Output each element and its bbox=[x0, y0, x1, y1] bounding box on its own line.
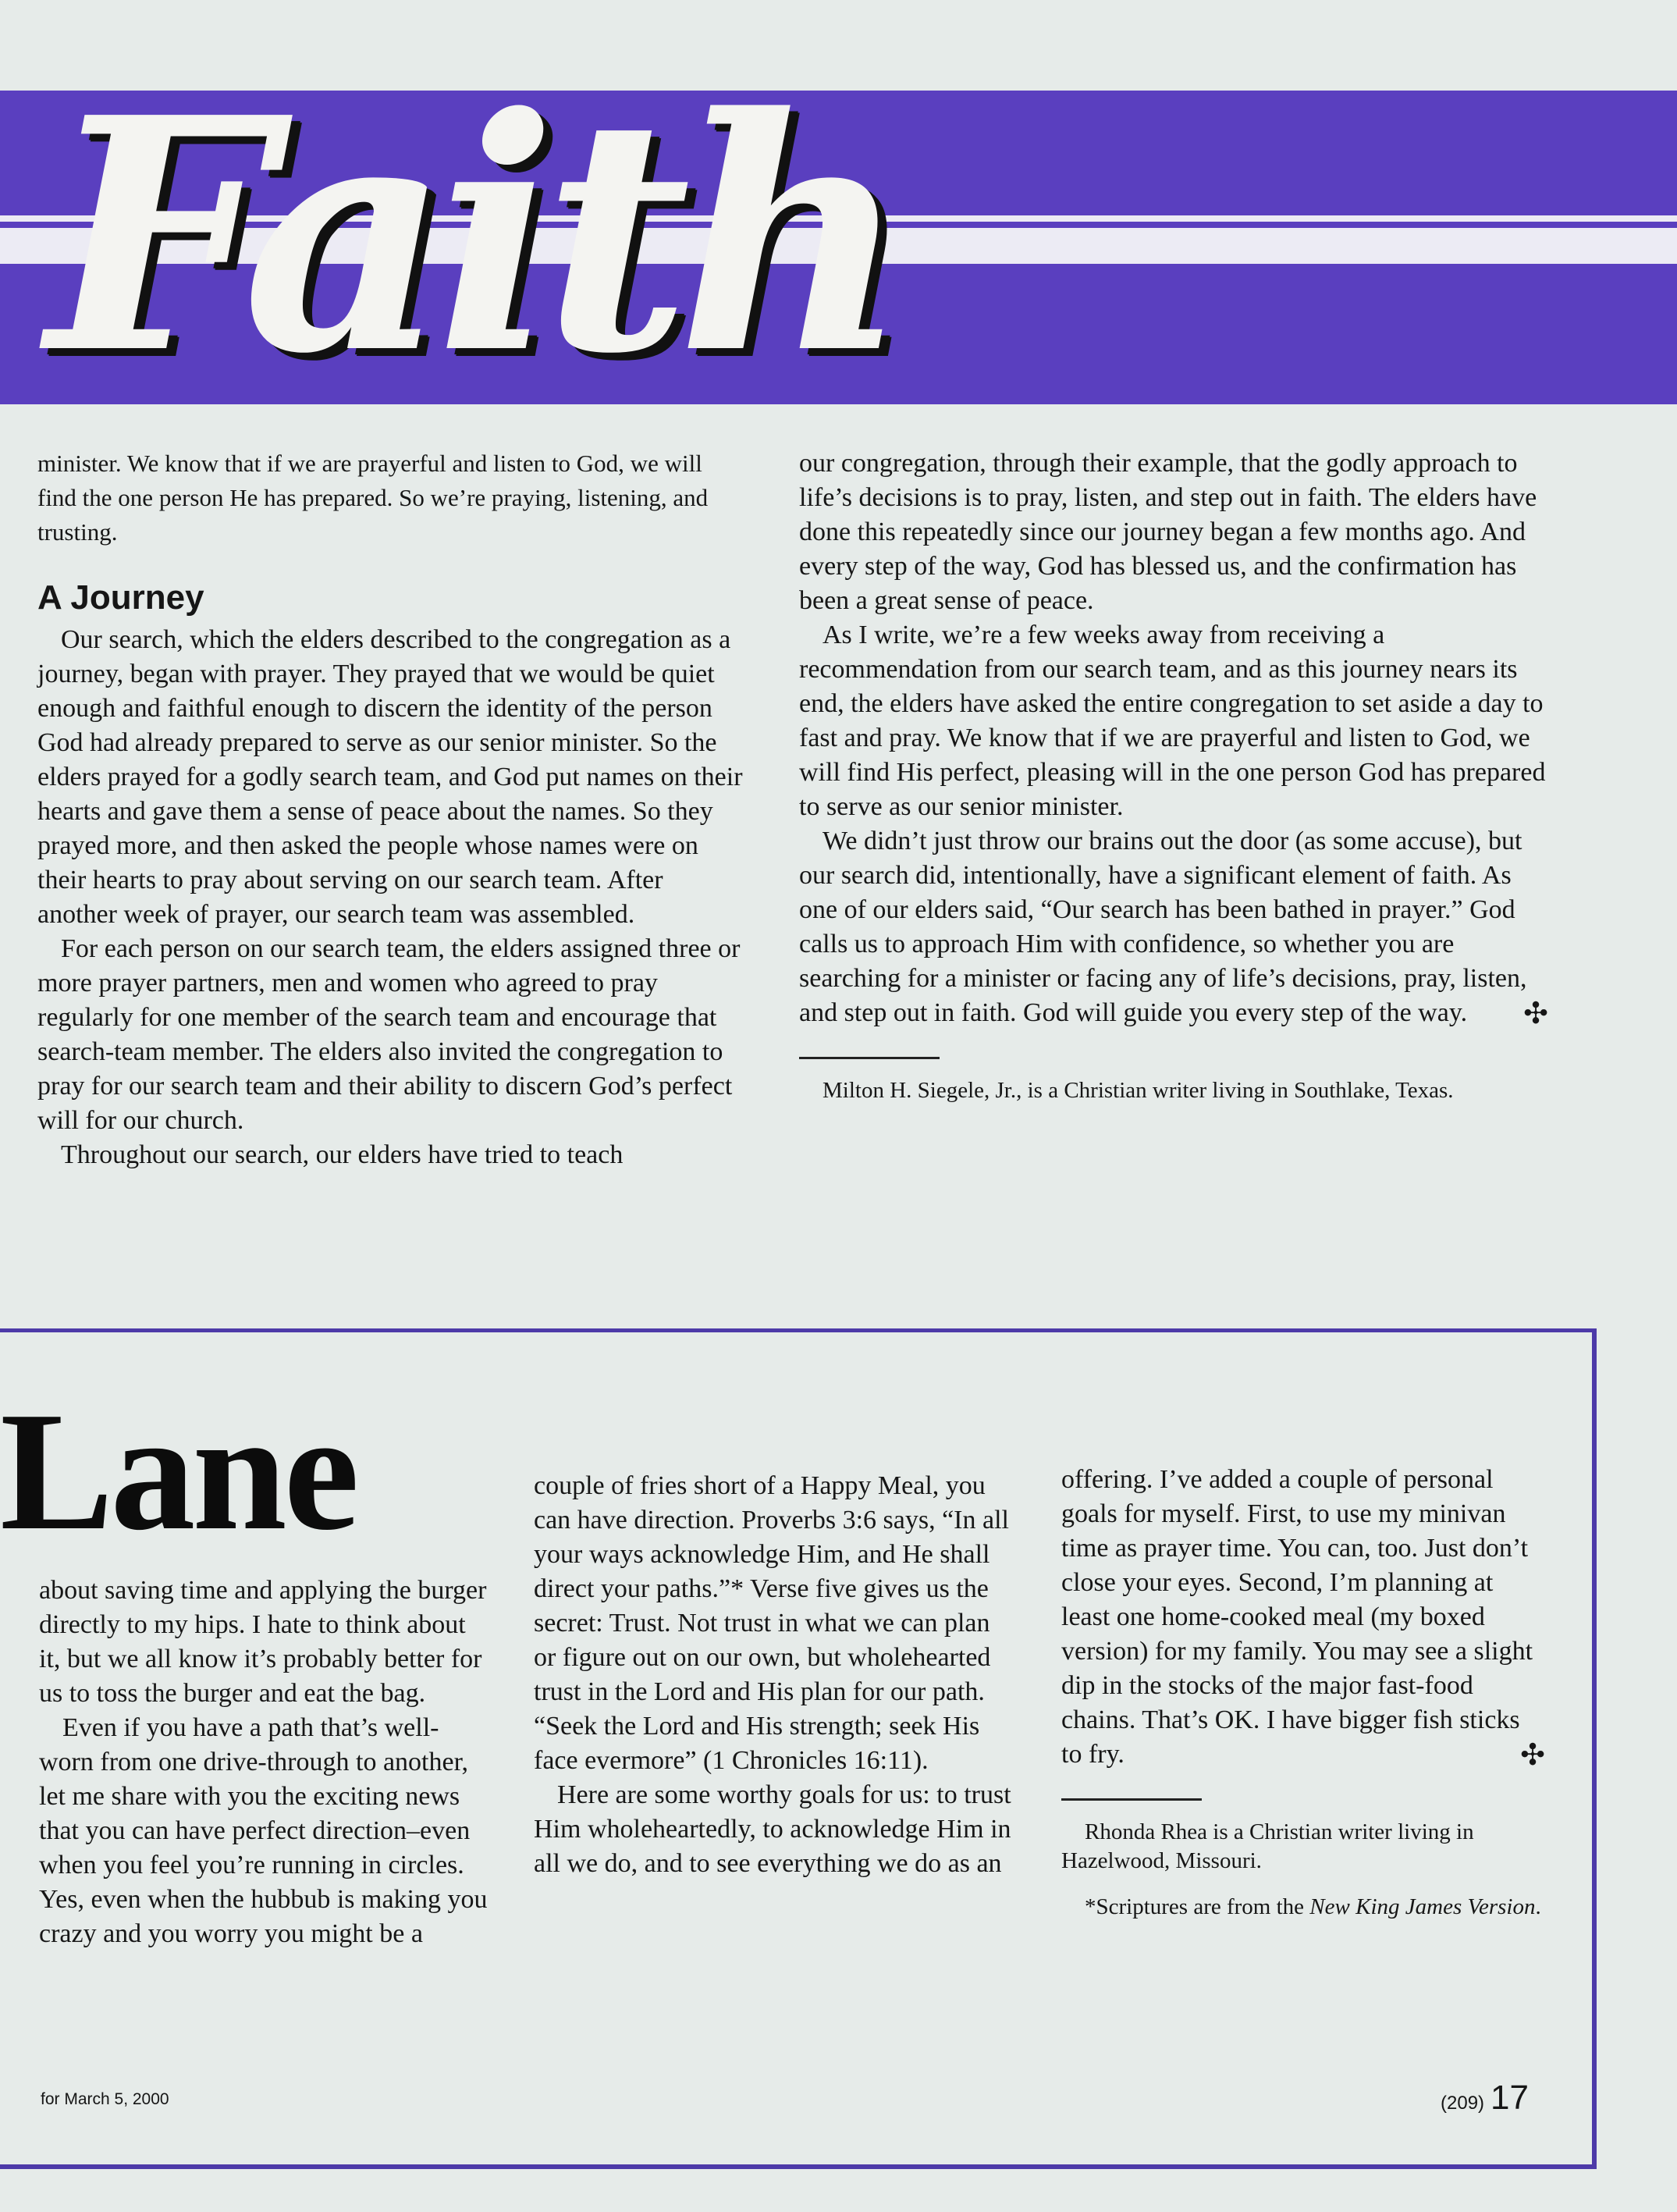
article1-intro: minister. We know that if we are prayerful and listen to God, we will find the one person He has prepared. So we’re praying, listening, and trusting. bbox=[37, 450, 709, 546]
end-mark-icon: ✣ bbox=[1523, 996, 1548, 1030]
issue-number: (209) bbox=[1441, 2093, 1485, 2114]
section-heading: A Journey bbox=[37, 578, 204, 617]
bio-divider bbox=[799, 1057, 940, 1059]
article1-paragraph: Our search, which the elders described to the congregation as a journey, began with prayer. They prayed that we would be quiet enough and faithful enough to discern the identity of the person God had already prepared to serve as our senior minister. So the elders prayed for a godly search team, and God put names on their hearts and gave them a sense of peace about the names. So they prayed more, and then asked the people whose names were on their hearts to pray about serving on our search team. After another week of prayer, our search team was assembled. bbox=[37, 625, 743, 929]
article1-paragraph: Throughout our search, our elders have tried to teach bbox=[61, 1140, 624, 1169]
bio-divider bbox=[1061, 1798, 1202, 1801]
scripture-note: *Scriptures are from the New King James Version. bbox=[1085, 1894, 1541, 1919]
article2-column1 bbox=[39, 1574, 492, 1951]
author-bio: Milton H. Siegele, Jr., is a Christian writer living in Southlake, Texas. bbox=[823, 1078, 1454, 1103]
end-mark-icon: ✣ bbox=[1520, 1737, 1545, 1772]
article1-column1 bbox=[37, 446, 744, 1172]
article1-paragraph: For each person on our search team, the elders assigned three or more prayer partners, men and women who agreed to pray regularly for one member of the search team and encourage that search-team member. The elders also invited the congregation to pray for our search team and their ability to discern God’s perfect will for our church. bbox=[37, 934, 741, 1135]
faith-title: Faith bbox=[47, 48, 896, 424]
page-number-value: 17 bbox=[1490, 2079, 1529, 2117]
article2-paragraph: Here are some worthy goals for us: to trust Him wholeheartedly, to acknowledge Him in all we do, and to see everything we do as an bbox=[534, 1780, 1011, 1878]
article2-paragraph: couple of fries short of a Happy Meal, you can have direction. Proverbs 3:6 says, “In all your ways acknowledge Him, and He shall direct your paths.”* Verse five gives us the secret: Trust. Not trust in what we can plan or figure out on our own, but wholehearted trust in the Lord and His plan for our path. “Seek the Lord and His strength; seek His face evermore” (1 Chronicles 16:11). bbox=[534, 1471, 1009, 1775]
article1-paragraph: our congregation, through their example, that the godly approach to life’s decisions is to pray, listen, and step out in faith. The elders have done this repeatedly since our journey began a few months ago. And every step of the way, God has blessed us, and the confirmation has been a great sense of peace. bbox=[799, 449, 1537, 615]
article1-paragraph: We didn’t just throw our brains out the door (as some accuse), but our search did, intentionally, have a significant element of faith. As one of our elders said, “Our search has been bathed in prayer.” God calls us to approach Him with confidence, so whether you are searching for a minister or facing any of life’s decisions, pray, listen, and step out in faith. God will guide you every step of the way. ✣ bbox=[799, 827, 1548, 1030]
article2-paragraph: about saving time and applying the burger directly to my hips. I hate to think about it, but we all know it’s probably better for us to toss the burger and eat the bag. bbox=[39, 1576, 487, 1708]
issue-date: for March 5, 2000 bbox=[41, 2090, 169, 2108]
article2-column3 bbox=[1061, 1463, 1545, 1922]
article2-paragraph: Even if you have a path that’s well-worn from one drive-through to another, let me share with you the exciting news that you can have perfect direction–even when you feel you’re running in circles. Yes, even when the hubbub is making you crazy and you worry you might be a bbox=[39, 1713, 488, 1948]
article1-column2 bbox=[799, 446, 1548, 1105]
article2-paragraph: offering. I’ve added a couple of personal goals for myself. First, to use my minivan time as prayer time. You can, too. Just don’t close your eyes. Second, I’m planning at least one home-cooked meal (my boxed version) for my family. You may see a slight dip in the stocks of the major fast-food chains. That’s OK. I have bigger fish sticks to fry. ✣ bbox=[1061, 1465, 1545, 1772]
article2-column2 bbox=[534, 1469, 1018, 1881]
page-number bbox=[1441, 2079, 1529, 2122]
author-bio: Rhonda Rhea is a Christian writer living in Hazelwood, Missouri. bbox=[1061, 1819, 1474, 1873]
lane-title: Lane bbox=[0, 1378, 357, 1566]
article1-paragraph: As I write, we’re a few weeks away from receiving a recommendation from our search team, and as this journey nears its end, the elders have asked the entire congregation to set aside a day to fast and pray. We know that if we are prayerful and listen to God, we will find His perfect, pleasing will in the one person God has prepared to serve as our senior minister. bbox=[799, 621, 1546, 821]
